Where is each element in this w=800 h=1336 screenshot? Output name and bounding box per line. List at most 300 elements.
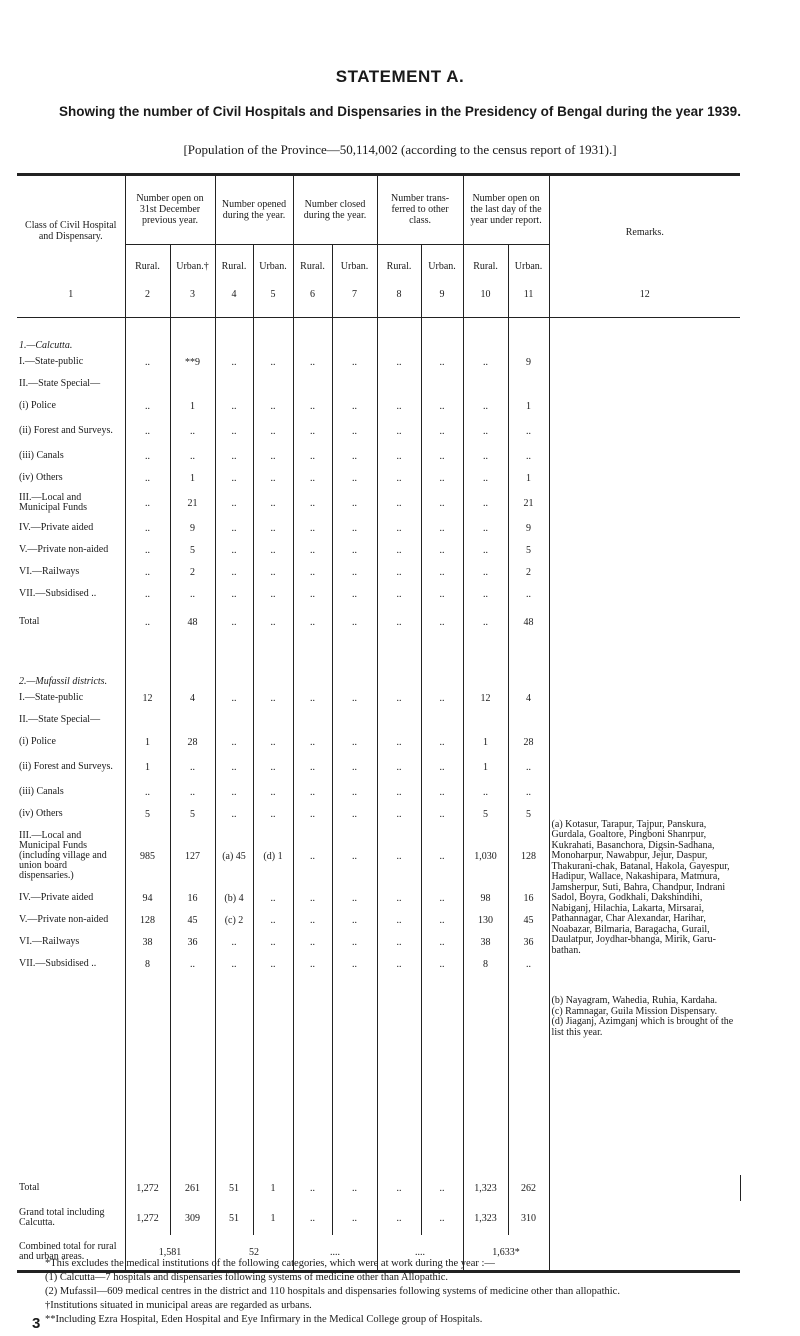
cell-value: .. <box>377 395 421 417</box>
cell-value: .. <box>332 687 377 709</box>
cell-value: 9 <box>508 517 549 539</box>
grand-total-value: .. <box>377 1201 421 1235</box>
cell-value: 1 <box>508 395 549 417</box>
header-opened: Number opened during the year. <box>215 175 293 245</box>
cell-value: 2 <box>170 561 215 583</box>
cell-value: .. <box>125 395 170 417</box>
cell-value <box>377 709 421 731</box>
cell-value: .. <box>421 489 463 517</box>
footnote: †Institutions situated in municipal areas are regarded as urbans. <box>45 1300 312 1311</box>
cell-value: 5 <box>170 539 215 561</box>
cell-value: .. <box>332 351 377 373</box>
cell-value: .. <box>215 417 253 445</box>
cell-value <box>508 709 549 731</box>
cell-value: 1 <box>463 753 508 781</box>
cell-value: .. <box>508 445 549 467</box>
cell-value: .. <box>377 931 421 953</box>
cell-value: .. <box>463 489 508 517</box>
cell-value: 4 <box>170 687 215 709</box>
cell-value: .. <box>421 887 463 909</box>
cell-value: .. <box>377 803 421 825</box>
cell-value: 1 <box>170 467 215 489</box>
cell-value: .. <box>215 687 253 709</box>
cell-value: 5 <box>125 803 170 825</box>
header-rural: Rural. <box>463 244 508 289</box>
row-label: III.—Local and Municipal Funds <box>19 492 88 513</box>
cell-value: .. <box>421 539 463 561</box>
cell-value: 1 <box>125 731 170 753</box>
row-label: (iii) Canals <box>19 786 64 797</box>
column-number: 5 <box>253 289 293 318</box>
cell-value: .. <box>421 395 463 417</box>
cell-value: .. <box>170 445 215 467</box>
cell-value: .. <box>215 931 253 953</box>
cell-value: .. <box>377 583 421 605</box>
cell-value <box>125 373 170 395</box>
remarks-cell <box>549 639 740 1201</box>
cell-value: 1 <box>170 395 215 417</box>
cell-value: .. <box>332 445 377 467</box>
cell-value: .. <box>215 953 253 975</box>
cell-value: .. <box>293 825 332 887</box>
cell-value <box>215 709 253 731</box>
cell-value: .. <box>332 953 377 975</box>
cell-value: .. <box>377 825 421 887</box>
cell-value: .. <box>253 887 293 909</box>
total-value: 262 <box>508 1175 549 1201</box>
cell-value: .. <box>332 561 377 583</box>
cell-value: .. <box>170 753 215 781</box>
cell-value: .. <box>377 561 421 583</box>
total-value: .. <box>293 605 332 639</box>
cell-value: (d) 1 <box>253 825 293 887</box>
row-label: (i) Police <box>19 736 56 747</box>
cell-value: .. <box>421 583 463 605</box>
total-value: .. <box>125 605 170 639</box>
row-label: III.—Local and Municipal Funds (including village and union board dispensaries.) <box>19 830 107 881</box>
cell-value: .. <box>332 781 377 803</box>
cell-value: 5 <box>508 539 549 561</box>
cell-value: .. <box>508 583 549 605</box>
total-label: Total <box>19 616 40 627</box>
total-value: .. <box>253 605 293 639</box>
cell-value: 16 <box>170 887 215 909</box>
cell-value: .. <box>170 417 215 445</box>
cell-value: 4 <box>508 687 549 709</box>
cell-value: .. <box>377 909 421 931</box>
cell-value: 98 <box>463 887 508 909</box>
cell-value: .. <box>377 781 421 803</box>
grand-total-value: 1,323 <box>463 1201 508 1235</box>
remarks-empty <box>740 1175 790 1201</box>
footnote: (1) Calcutta—7 hospitals and dispensaries following systems of medicine other than Allopathic. <box>45 1272 449 1283</box>
cell-value: .. <box>377 351 421 373</box>
cell-value: 9 <box>170 517 215 539</box>
cell-value <box>377 373 421 395</box>
cell-value: 127 <box>170 825 215 887</box>
total-label: Total <box>19 1182 40 1193</box>
cell-value: .. <box>125 781 170 803</box>
column-number: 11 <box>508 289 549 318</box>
cell-value: .. <box>125 467 170 489</box>
cell-value: .. <box>253 489 293 517</box>
remarks-b: (b) Nayagram, Wahedia, Ruhia, Kardaha. <box>551 995 718 1007</box>
cell-value: 28 <box>508 731 549 753</box>
cell-value: .. <box>215 803 253 825</box>
cell-value <box>332 373 377 395</box>
total-value: .. <box>377 1175 421 1201</box>
page-number: 3 <box>32 1315 41 1332</box>
cell-value: 21 <box>170 489 215 517</box>
cell-value: .. <box>215 467 253 489</box>
total-value: .. <box>463 605 508 639</box>
header-remarks: Remarks. <box>549 175 740 289</box>
remarks-empty <box>549 1201 740 1235</box>
cell-value: 128 <box>508 825 549 887</box>
remarks-c: (c) Ramnagar, Guila Mission Dispensary. <box>551 1005 718 1017</box>
cell-value <box>215 373 253 395</box>
cell-value: 128 <box>125 909 170 931</box>
cell-value: .. <box>253 445 293 467</box>
total-value: 261 <box>170 1175 215 1201</box>
cell-value: 1 <box>463 731 508 753</box>
cell-value: .. <box>463 445 508 467</box>
row-label: VI.—Railways <box>19 566 80 577</box>
cell-value: .. <box>463 417 508 445</box>
cell-value: .. <box>215 753 253 781</box>
cell-value <box>508 373 549 395</box>
row-label: VII.—Subsidised .. <box>19 958 97 969</box>
cell-value: .. <box>293 953 332 975</box>
cell-value: .. <box>215 445 253 467</box>
cell-value: 8 <box>125 953 170 975</box>
cell-value <box>170 373 215 395</box>
grand-total-value: .. <box>293 1201 332 1235</box>
cell-value: .. <box>463 781 508 803</box>
row-label: I.—State-public <box>19 692 84 703</box>
grand-total-value: 309 <box>170 1201 215 1235</box>
cell-value: .. <box>170 781 215 803</box>
cell-value: (b) 4 <box>215 887 253 909</box>
cell-value <box>125 709 170 731</box>
cell-value: .. <box>293 489 332 517</box>
cell-value: .. <box>293 731 332 753</box>
cell-value: .. <box>125 583 170 605</box>
cell-value: .. <box>332 583 377 605</box>
cell-value: .. <box>332 909 377 931</box>
column-number: 8 <box>377 289 421 318</box>
column-number: 12 <box>549 289 740 318</box>
cell-value: .. <box>332 517 377 539</box>
combined-transferred: .... <box>377 1235 463 1271</box>
cell-value: .. <box>508 953 549 975</box>
cell-value: .. <box>253 731 293 753</box>
grand-total-value: 1 <box>253 1201 293 1235</box>
footnote: **Including Ezra Hospital, Eden Hospital and Eye Infirmary in the Medical College group of Hospitals. <box>45 1314 483 1325</box>
row-label: (ii) Forest and Surveys. <box>19 425 113 436</box>
cell-value: .. <box>377 489 421 517</box>
cell-value: .. <box>463 517 508 539</box>
cell-value: .. <box>215 731 253 753</box>
cell-value: .. <box>253 953 293 975</box>
cell-value: .. <box>421 953 463 975</box>
header-closed: Number closed during the year. <box>293 175 377 245</box>
cell-value: .. <box>463 561 508 583</box>
cell-value: .. <box>125 539 170 561</box>
cell-value: .. <box>215 351 253 373</box>
row-label: II.—State Special— <box>19 378 101 389</box>
cell-value: 1 <box>508 467 549 489</box>
combined-open-last: 1,633* <box>463 1235 549 1271</box>
cell-value: .. <box>293 931 332 953</box>
cell-value <box>332 709 377 731</box>
cell-value: .. <box>293 561 332 583</box>
cell-value: 36 <box>508 931 549 953</box>
cell-value: .. <box>253 351 293 373</box>
cell-value: .. <box>253 909 293 931</box>
total-value: 1,272 <box>125 1175 170 1201</box>
cell-value: .. <box>421 687 463 709</box>
row-label: V.—Private non-aided <box>19 914 109 925</box>
cell-value: .. <box>463 351 508 373</box>
cell-value <box>170 709 215 731</box>
cell-value: .. <box>215 395 253 417</box>
cell-value: .. <box>421 417 463 445</box>
column-number: 1 <box>17 289 125 318</box>
row-label: (iv) Others <box>19 808 63 819</box>
cell-value: .. <box>253 539 293 561</box>
cell-value: .. <box>377 753 421 781</box>
cell-value: .. <box>293 583 332 605</box>
cell-value: .. <box>215 781 253 803</box>
cell-value: .. <box>421 753 463 781</box>
cell-value: 5 <box>463 803 508 825</box>
cell-value: .. <box>377 539 421 561</box>
cell-value: .. <box>421 909 463 931</box>
cell-value: 38 <box>125 931 170 953</box>
cell-value: .. <box>125 517 170 539</box>
statement-subtitle: Showing the number of Civil Hospitals and Dispensaries in the Presidency of Bengal during the year 1939. <box>59 104 741 119</box>
cell-value: .. <box>332 395 377 417</box>
cell-value: .. <box>293 417 332 445</box>
header-urban: Urban. <box>421 244 463 289</box>
cell-value: 36 <box>170 931 215 953</box>
cell-value: .. <box>463 583 508 605</box>
row-label: IV.—Private aided <box>19 522 94 533</box>
cell-value: 8 <box>463 953 508 975</box>
header-transferred: Number trans-ferred to other class. <box>377 175 463 245</box>
grand-total-value: .. <box>332 1201 377 1235</box>
total-value: 51 <box>215 1175 253 1201</box>
cell-value: .. <box>463 539 508 561</box>
total-value: .. <box>421 605 463 639</box>
cell-value <box>463 373 508 395</box>
combined-total-label: Combined total for rural and urban areas. <box>17 1235 125 1271</box>
cell-value: .. <box>377 731 421 753</box>
cell-value: 985 <box>125 825 170 887</box>
cell-value: .. <box>253 753 293 781</box>
cell-value: 94 <box>125 887 170 909</box>
cell-value <box>253 373 293 395</box>
cell-value: .. <box>253 561 293 583</box>
row-label: (iv) Others <box>19 472 63 483</box>
cell-value: .. <box>332 887 377 909</box>
row-label: VII.—Subsidised .. <box>19 588 97 599</box>
cell-value: 2 <box>508 561 549 583</box>
cell-value: 9 <box>508 351 549 373</box>
row-label: I.—State-public <box>19 356 84 367</box>
cell-value: .. <box>293 351 332 373</box>
row-label: (iii) Canals <box>19 450 64 461</box>
cell-value: 12 <box>125 687 170 709</box>
cell-value: .. <box>125 489 170 517</box>
cell-value: .. <box>170 583 215 605</box>
cell-value: .. <box>215 561 253 583</box>
cell-value: (a) 45 <box>215 825 253 887</box>
cell-value: .. <box>377 887 421 909</box>
grand-total-value: 51 <box>215 1201 253 1235</box>
cell-value: .. <box>293 687 332 709</box>
grand-total-label: Grand total including Calcutta. <box>19 1207 105 1228</box>
total-value: .. <box>293 1175 332 1201</box>
cell-value <box>421 373 463 395</box>
header-urban: Urban. <box>253 244 293 289</box>
cell-value: .. <box>332 417 377 445</box>
cell-value: .. <box>377 953 421 975</box>
section-mufassil: 2.—Mufassil districts. <box>19 676 108 687</box>
cell-value: .. <box>215 517 253 539</box>
cell-value: 16 <box>508 887 549 909</box>
cell-value: .. <box>332 489 377 517</box>
cell-value: .. <box>332 731 377 753</box>
cell-value: .. <box>332 825 377 887</box>
column-number: 4 <box>215 289 253 318</box>
cell-value: .. <box>463 395 508 417</box>
cell-value: 45 <box>508 909 549 931</box>
cell-value: .. <box>293 753 332 781</box>
cell-value: .. <box>293 395 332 417</box>
cell-value: .. <box>377 517 421 539</box>
cell-value <box>253 709 293 731</box>
cell-value: 12 <box>463 687 508 709</box>
header-open-last: Number open on the last day of the year under report. <box>463 175 549 245</box>
footnote: *This excludes the medical institutions of the following categories, which were at work during the year :— <box>45 1258 495 1269</box>
combined-closed: .... <box>293 1235 377 1271</box>
cell-value: **9 <box>170 351 215 373</box>
cell-value: .. <box>215 489 253 517</box>
cell-value: .. <box>508 781 549 803</box>
cell-value: .. <box>253 781 293 803</box>
cell-value: .. <box>253 517 293 539</box>
row-label: II.—State Special— <box>19 714 101 725</box>
cell-value: .. <box>421 931 463 953</box>
cell-value: .. <box>377 417 421 445</box>
cell-value: .. <box>421 445 463 467</box>
header-urban: Urban. <box>508 244 549 289</box>
grand-total-row <box>17 1201 790 1235</box>
cell-value: .. <box>170 953 215 975</box>
total-value: .. <box>421 1175 463 1201</box>
cell-value: .. <box>332 803 377 825</box>
cell-value: 1 <box>125 753 170 781</box>
column-number: 10 <box>463 289 508 318</box>
cell-value: .. <box>332 931 377 953</box>
cell-value: .. <box>508 753 549 781</box>
grand-total-value: 1,272 <box>125 1201 170 1235</box>
cell-value: .. <box>421 781 463 803</box>
cell-value: 28 <box>170 731 215 753</box>
cell-value: 1,030 <box>463 825 508 887</box>
column-number: 3 <box>170 289 215 318</box>
cell-value: .. <box>293 909 332 931</box>
header-urban: Urban. <box>332 244 377 289</box>
combined-opened: 52 <box>215 1235 293 1271</box>
cell-value: .. <box>293 445 332 467</box>
row-label: (i) Police <box>19 400 56 411</box>
cell-value: .. <box>125 561 170 583</box>
cell-value: .. <box>125 445 170 467</box>
hospitals-table <box>17 173 790 1273</box>
cell-value: 45 <box>170 909 215 931</box>
remarks-d: (d) Jiaganj, Azimganj which is brought of the list this year. <box>551 1016 734 1038</box>
cell-value: .. <box>421 803 463 825</box>
combined-open-previous: 1,581 <box>125 1235 215 1271</box>
cell-value: .. <box>293 803 332 825</box>
cell-value: .. <box>377 445 421 467</box>
total-value: .. <box>377 605 421 639</box>
grand-total-value: .. <box>421 1201 463 1235</box>
cell-value: .. <box>332 753 377 781</box>
total-value: 48 <box>508 605 549 639</box>
cell-value: .. <box>253 803 293 825</box>
cell-value: .. <box>421 467 463 489</box>
header-rural: Rural. <box>125 244 170 289</box>
footnotes <box>45 1257 795 1327</box>
cell-value: .. <box>253 417 293 445</box>
total-value: 1,323 <box>463 1175 508 1201</box>
column-number: 6 <box>293 289 332 318</box>
header-open-previous: Number open on 31st December previous year. <box>125 175 215 245</box>
cell-value: .. <box>293 887 332 909</box>
cell-value: .. <box>253 467 293 489</box>
population-note: [Population of the Province—50,114,002 (according to the census report of 1931).] <box>183 142 617 157</box>
cell-value: .. <box>253 687 293 709</box>
total-value: .. <box>332 605 377 639</box>
cell-value: 21 <box>508 489 549 517</box>
cell-value: .. <box>293 467 332 489</box>
cell-value: .. <box>125 351 170 373</box>
cell-value: .. <box>421 351 463 373</box>
cell-value: 5 <box>508 803 549 825</box>
cell-value: .. <box>293 517 332 539</box>
cell-value: .. <box>293 539 332 561</box>
grand-total-value: 310 <box>508 1201 549 1235</box>
footnote: (2) Mufassil—609 medical centres in the district and 110 hospitals and dispensaries following systems of medicine other than allopathic. <box>45 1286 620 1297</box>
cell-value: .. <box>421 731 463 753</box>
header-rural: Rural. <box>377 244 421 289</box>
cell-value <box>293 373 332 395</box>
cell-value: .. <box>293 781 332 803</box>
column-number: 2 <box>125 289 170 318</box>
cell-value: 5 <box>170 803 215 825</box>
cell-value: .. <box>253 395 293 417</box>
remarks-a: (a) Kotasur, Tarapur, Tajpur, Panskura, Gurdala, Goaltore, Pingboni Shanrpur, Kukrahati, Basanchora, Digsin-Sadhana, Monoharpur, Nawabpur, Jejur, Daspur, Thakurani-chak, Batanal, Hakola, Gayespur, Hadipur, Wallace, Nakashipara, Matmura, Jamsherpur, Suti, Bahra, Chandpur, Indrani Sadol, Boyra, Godkhali, Dakshindihi, Nabiganj, Hilachia, Lakarta, Mirsarai, Pathannagar, Char Alexandar, Harihar, Noabazar, Bilmaria, Baragacha, Gurail, Daulatpur, Joydhar-bhanga, Mirik, Garu-bathan. <box>551 818 730 956</box>
cell-value: 38 <box>463 931 508 953</box>
section-calcutta: 1.—Calcutta. <box>19 340 73 351</box>
cell-value: .. <box>421 825 463 887</box>
header-class: Class of Civil Hospital and Dispensary. <box>17 175 125 245</box>
cell-value: .. <box>377 687 421 709</box>
